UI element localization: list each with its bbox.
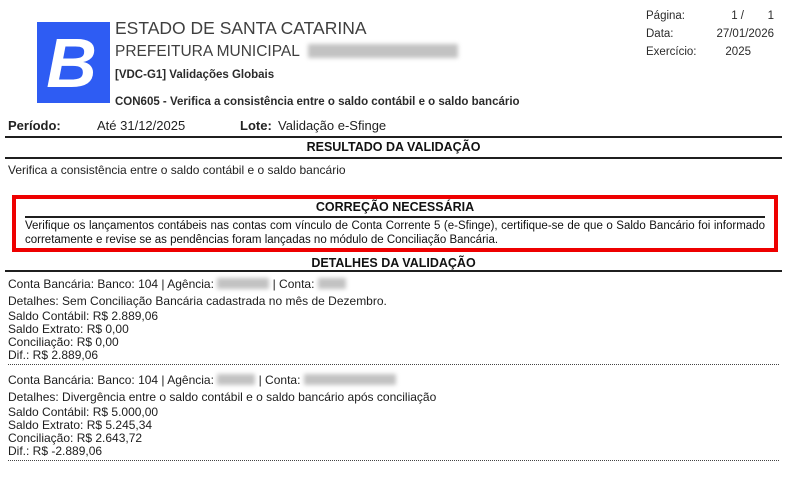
report-group-title: [VDC-G1] Validações Globais: [115, 69, 275, 81]
pagina-value: [710, 10, 774, 28]
resultado-description: Verifica a consistência entre o saldo contábil e o saldo bancário: [8, 163, 346, 177]
divider-line: [5, 136, 782, 138]
detalhes-line: Detalhes: Divergência entre o saldo contábil e o saldo bancário após conciliação: [8, 390, 437, 404]
detalhes-line: Detalhes: Sem Conciliação Bancária cadastrada no mês de Dezembro.: [8, 294, 387, 308]
municipality-label: PREFEITURA MUNICIPAL: [115, 43, 300, 60]
saldo-contabil-line: Saldo Contábil: R$ 5.000,00: [8, 405, 159, 419]
correcao-description: Verifique os lançamentos contábeis nas contas com vínculo de Conta Corrente 5 (e-Sfinge), certifique-se de que o Saldo Bancário foi informado corretamente e revise se as pendências foram lançadas no módulo de Conciliação Bancária.: [25, 220, 765, 246]
lote-label: Lote:: [240, 118, 272, 133]
exercicio-value: 2025: [725, 46, 751, 58]
conciliacao-line: Conciliação: R$ 2.643,72: [8, 431, 143, 445]
redacted-agencia: [217, 278, 269, 289]
periodo-label: Período:: [8, 118, 61, 133]
exercicio-label: Exercício:: [646, 46, 697, 58]
saldo-extrato-line: Saldo Extrato: R$ 5.245,34: [8, 418, 153, 432]
report-meta: [646, 10, 774, 64]
conta-bancaria-line: [8, 276, 779, 293]
correcao-section-title: CORREÇÃO NECESSÁRIA: [315, 200, 475, 214]
saldo-extrato-line: Saldo Extrato: R$ 0,00: [8, 322, 129, 336]
logo-letter-b: B: [46, 23, 97, 102]
conta-prefix: Conta Bancária: Banco: 104 | Agência:: [8, 277, 214, 291]
dif-line: Dif.: R$ -2.889,06: [8, 444, 103, 458]
meta-row-pagina: [646, 10, 774, 28]
report-code-title: CON605 - Verifica a consistência entre o saldo contábil e o saldo bancário: [115, 96, 520, 108]
pagina-total: 1: [767, 10, 774, 22]
pagina-current: 1 /: [731, 10, 744, 22]
validation-detail-entry: [8, 276, 779, 365]
detalhes-section-title: DETALHES DA VALIDAÇÃO: [311, 256, 476, 270]
resultado-section-title: RESULTADO DA VALIDAÇÃO: [306, 140, 481, 154]
meta-row-data: [646, 28, 774, 46]
divider-line: [5, 270, 782, 272]
state-title: ESTADO DE SANTA CATARINA: [115, 18, 367, 38]
meta-row-exercicio: [646, 46, 774, 64]
conciliacao-line: Conciliação: R$ 0,00: [8, 335, 119, 349]
betha-logo: [37, 22, 110, 103]
data-value: 27/01/2026: [716, 28, 774, 40]
saldo-contabil-line: Saldo Contábil: R$ 2.889,06: [8, 309, 159, 323]
redacted-conta: [304, 374, 396, 385]
dif-line: Dif.: R$ 2.889,06: [8, 348, 99, 362]
divider-line: [5, 157, 782, 159]
redacted-conta: [318, 278, 346, 289]
validation-detail-entry: [8, 372, 779, 461]
redacted-municipality-name: [308, 44, 458, 58]
redacted-agencia: [217, 374, 255, 385]
conta-separator: | Conta:: [258, 373, 301, 387]
divider-line: [25, 216, 765, 218]
conta-prefix: Conta Bancária: Banco: 104 | Agência:: [8, 373, 214, 387]
lote-value: Validação e-Sfinge: [278, 118, 387, 133]
data-label: Data:: [646, 28, 674, 40]
conta-bancaria-line: [8, 372, 779, 389]
pagina-label: Página:: [646, 10, 686, 22]
municipality-title: [115, 43, 458, 61]
filters-row: [8, 118, 568, 134]
correction-highlight-annotation: [12, 195, 778, 252]
periodo-value: Até 31/12/2025: [97, 118, 186, 133]
conta-separator: | Conta:: [272, 277, 315, 291]
